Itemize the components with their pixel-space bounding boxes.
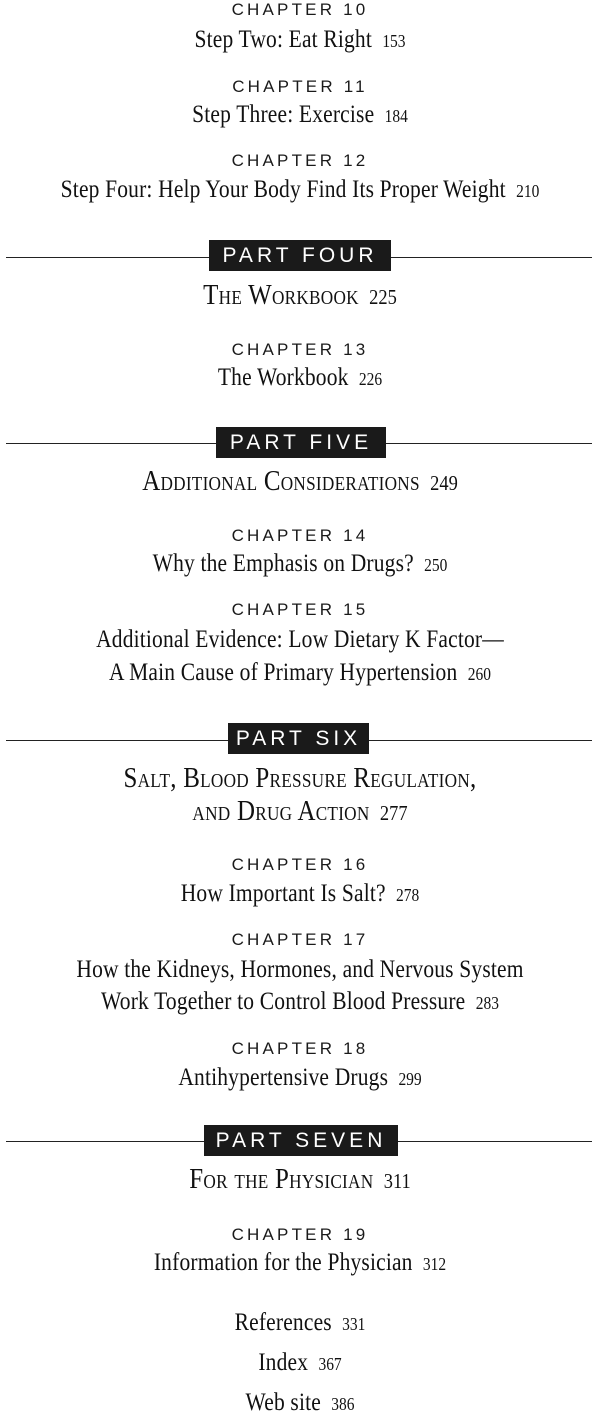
chapter-14-label: CHAPTER 14 — [231, 526, 369, 545]
website-title: Web site — [245, 1389, 321, 1416]
chapter-12-page: 210 — [516, 181, 540, 201]
chapter-10-label: CHAPTER 10 — [231, 0, 369, 19]
part-five-entry — [42, 465, 558, 498]
chapter-16-label: CHAPTER 16 — [231, 855, 369, 874]
chapter-19-entry — [42, 1249, 558, 1277]
part-seven-title: For the Physician — [189, 1163, 374, 1195]
chapter-12-label: CHAPTER 12 — [231, 151, 369, 170]
part-six-title-line-2: and Drug Action — [192, 795, 370, 827]
index-title: Index — [258, 1349, 309, 1376]
chapter-11-page: 184 — [384, 106, 408, 126]
part-six-page: 277 — [379, 801, 408, 825]
chapter-14-title: Why the Emphasis on Drugs? — [152, 550, 414, 577]
part-six-entry — [42, 795, 558, 828]
chapter-17-label: CHAPTER 17 — [231, 930, 369, 949]
chapter-16-entry — [42, 880, 558, 908]
chapter-11-label: CHAPTER 11 — [232, 77, 368, 96]
chapter-11-entry — [42, 101, 558, 129]
references-page: 331 — [342, 1314, 366, 1334]
part-seven-page: 311 — [383, 1169, 411, 1193]
chapter-15-label: CHAPTER 15 — [231, 600, 369, 619]
part-six-title-line-1: Salt, Blood Pressure Regulation, — [123, 762, 477, 794]
part-five-page: 249 — [430, 471, 458, 495]
part-five-banner: PART FIVE — [216, 427, 386, 458]
chapter-15-page: 260 — [467, 664, 491, 684]
chapter-12-entry — [42, 176, 558, 204]
chapter-12-title: Step Four: Help Your Body Find Its Proper Weight — [60, 176, 506, 203]
back-matter-references — [42, 1309, 558, 1337]
chapter-17-title-line-2: Work Together to Control Blood Pressure — [101, 988, 466, 1015]
chapter-16-title: How Important Is Salt? — [180, 880, 386, 907]
back-matter-index — [42, 1349, 558, 1377]
chapter-15-entry — [42, 659, 558, 687]
part-four-title: The Workbook — [203, 279, 359, 311]
chapter-10-page: 153 — [382, 31, 406, 51]
chapter-13-entry — [42, 364, 558, 392]
back-matter-website — [42, 1389, 558, 1417]
chapter-18-title: Antihypertensive Drugs — [178, 1064, 389, 1091]
part-five-title: Additional Considerations — [142, 465, 420, 497]
chapter-13-label: CHAPTER 13 — [231, 340, 369, 359]
part-four-banner: PART FOUR — [209, 240, 391, 271]
chapter-17-page: 283 — [475, 993, 499, 1013]
chapter-13-page: 226 — [358, 369, 383, 389]
part-six-banner: PART SIX — [228, 723, 369, 754]
chapter-18-label: CHAPTER 18 — [231, 1039, 369, 1058]
part-seven-entry — [42, 1163, 558, 1196]
chapter-15-title-line-2: A Main Cause of Primary Hypertension — [109, 659, 458, 686]
chapter-13-title: The Workbook — [217, 364, 349, 391]
chapter-14-entry — [42, 550, 558, 578]
chapter-18-entry — [42, 1064, 558, 1092]
website-page: 386 — [331, 1394, 355, 1414]
part-four-entry — [42, 279, 558, 312]
references-title: References — [234, 1309, 332, 1336]
chapter-19-label: CHAPTER 19 — [231, 1225, 369, 1244]
chapter-16-page: 278 — [396, 885, 420, 905]
chapter-19-page: 312 — [422, 1254, 447, 1274]
chapter-10-title: Step Two: Eat Right — [194, 26, 372, 53]
chapter-19-title: Information for the Physician — [153, 1249, 413, 1276]
chapter-18-page: 299 — [398, 1069, 422, 1089]
chapter-14-page: 250 — [424, 555, 448, 575]
chapter-10-entry — [42, 26, 558, 54]
chapter-11-title: Step Three: Exercise — [192, 101, 375, 128]
part-seven-banner: PART SEVEN — [204, 1125, 398, 1156]
chapter-17-title-line-1: How the Kidneys, Hormones, and Nervous System — [76, 956, 524, 983]
index-page: 367 — [318, 1354, 342, 1374]
chapter-17-entry — [42, 988, 558, 1016]
chapter-15-title-line-1: Additional Evidence: Low Dietary K Factor— — [96, 626, 504, 653]
part-four-page: 225 — [369, 285, 397, 309]
